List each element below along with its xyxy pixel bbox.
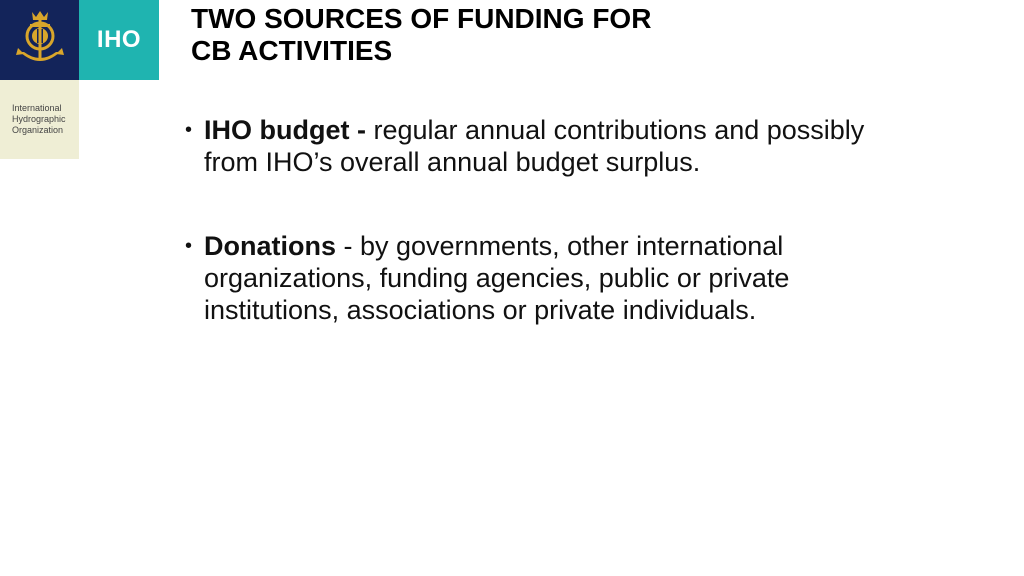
bullet-term: IHO budget - [204,115,366,145]
org-name-line: Hydrographic [12,114,66,124]
emblem-panel [0,0,79,80]
organization-name [0,80,79,159]
slide-title [191,3,831,67]
title-line-2: CB ACTIVITIES [191,35,393,66]
title-line-1: TWO SOURCES OF FUNDING FOR [191,3,652,34]
bullet-item-iho-budget [183,114,903,178]
org-name-line: International [12,103,62,113]
bullet-list [183,114,903,378]
bullet-text: regular annual contributions and possibly from IHO’s overall annual budget surplus. [204,115,865,177]
org-name-line: Organization [12,125,64,135]
bullet-dot-icon: • [185,235,193,257]
anchor-crown-emblem-icon [12,8,68,70]
bullet-text: - by governments, other international organizations, funding agencies, public or private institutions, associations or private individuals. [204,231,790,325]
bullet-term: Donations [204,231,336,261]
bullet-item-donations [183,230,903,326]
bullet-dot-icon: • [185,119,193,141]
iho-logo [0,0,159,80]
iho-abbreviation: IHO [79,0,159,80]
